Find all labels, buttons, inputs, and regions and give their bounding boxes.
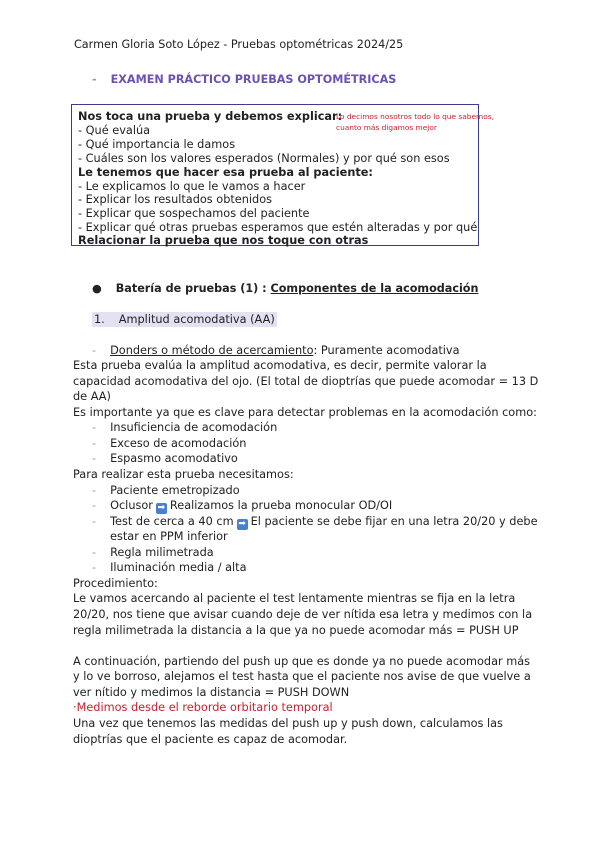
list-item: - Exceso de acomodación — [92, 437, 247, 450]
box-line: - Le explicamos lo que le vamos a hacer — [78, 180, 306, 193]
donders-rest: : Puramente acomodativa — [313, 344, 460, 357]
arrow-right-icon: ➡ — [238, 519, 246, 529]
heading-dash: - — [92, 73, 97, 86]
list-item-continuation: estar en PPM inferior — [110, 530, 228, 543]
box-line: - Explicar los resultados obtenidos — [78, 193, 273, 206]
list-item: - Insuficiencia de acomodación — [92, 421, 278, 434]
section-title: Componentes de la acomodación — [270, 282, 479, 295]
bullet-icon: ● — [92, 282, 102, 295]
box-line: Relacionar la prueba que nos toque con otras — [78, 234, 369, 247]
side-note-line: cuanto más digamos mejor — [336, 122, 437, 132]
donders-method: Donders o método de acercamiento — [110, 344, 314, 357]
item-title: Amplitud acomodativa (AA) — [118, 313, 275, 326]
list-item: - Espasmo acomodativo — [92, 452, 238, 465]
paragraph-line: Le vamos acercando al paciente el test lentamente mientras se fija en la letra — [73, 592, 516, 605]
paragraph-line: de AA) — [73, 390, 111, 403]
box-line: - Qué evalúa — [78, 124, 151, 137]
paragraph-line: Esta prueba evalúa la amplitud acomodativa, es decir, permite valorar la — [73, 359, 487, 372]
paragraph-line: Es importante ya que es clave para detectar problemas en la acomodación como: — [73, 406, 537, 419]
list-item: - Regla milimetrada — [92, 546, 214, 559]
donders-line — [92, 344, 460, 357]
item-amplitud — [92, 312, 277, 327]
paragraph-line: A continuación, partiendo del push up que es donde ya no puede acomodar más — [73, 655, 531, 668]
document-header: Carmen Gloria Soto López - Pruebas optométricas 2024/25 — [74, 38, 404, 51]
paragraph-line: y lo ve borroso, alejamos el test hasta que el paciente nos avise de que vuelve a — [73, 670, 531, 683]
paragraph-line: Una vez que tenemos las medidas del push up y push down, calculamos las — [73, 717, 503, 730]
paragraph-line: regla milimetrada la distancia a la que ya no puede acomodar más = PUSH UP — [73, 624, 519, 637]
section-prefix: Batería de pruebas (1) : — [115, 282, 271, 295]
arrow-right-icon: ➡ — [157, 503, 166, 513]
box-line: - Qué importancia le damos — [78, 138, 236, 151]
side-note — [336, 112, 494, 133]
box-line: - Explicar qué otras pruebas esperamos que estén alteradas y por qué — [78, 221, 478, 234]
section-heading — [92, 282, 478, 295]
list-item: - Oclusor ➡ Realizamos la prueba monocular OD/OI — [92, 499, 393, 513]
paragraph-line: 20/20, nos tiene que avisar cuando deje de ver nítida esa letra y medimos con la — [73, 608, 533, 621]
paragraph-line: Para realizar esta prueba necesitamos: — [73, 468, 294, 481]
procedure-label: Procedimiento: — [73, 577, 158, 590]
red-note: ·Medimos desde el reborde orbitario temporal — [73, 701, 333, 714]
box-line: - Explicar que sospechamos del paciente — [78, 207, 310, 220]
box-line: Le tenemos que hacer esa prueba al paciente: — [78, 166, 373, 179]
paragraph-line: dioptrías que el paciente es capaz de acomodar. — [73, 733, 348, 746]
list-item: - Paciente emetropizado — [92, 484, 240, 497]
box-line: - Cuáles son los valores esperados (Normales) y por qué son esos — [78, 152, 450, 165]
dash: - — [92, 344, 97, 357]
exam-title: EXAMEN PRÁCTICO PRUEBAS OPTOMÉTRICAS — [110, 73, 397, 86]
exam-heading — [92, 73, 396, 86]
item-number: 1. — [94, 313, 105, 326]
list-item: - Test de cerca a 40 cm ➡ El paciente se debe fijar en una letra 20/20 y debe — [92, 515, 538, 529]
paragraph-line: capacidad acomodativa del ojo. (El total de dioptrías que puede acomodar = 13 D — [73, 375, 539, 388]
box-line: Nos toca una prueba y debemos explicar: — [78, 110, 343, 123]
paragraph-line: ver nítido y medimos la distancia = PUSH DOWN — [73, 686, 350, 699]
side-note-line: Lo decimos nosotros todo lo que sabemos, — [336, 112, 494, 121]
list-item: - Iluminación media / alta — [92, 561, 247, 574]
